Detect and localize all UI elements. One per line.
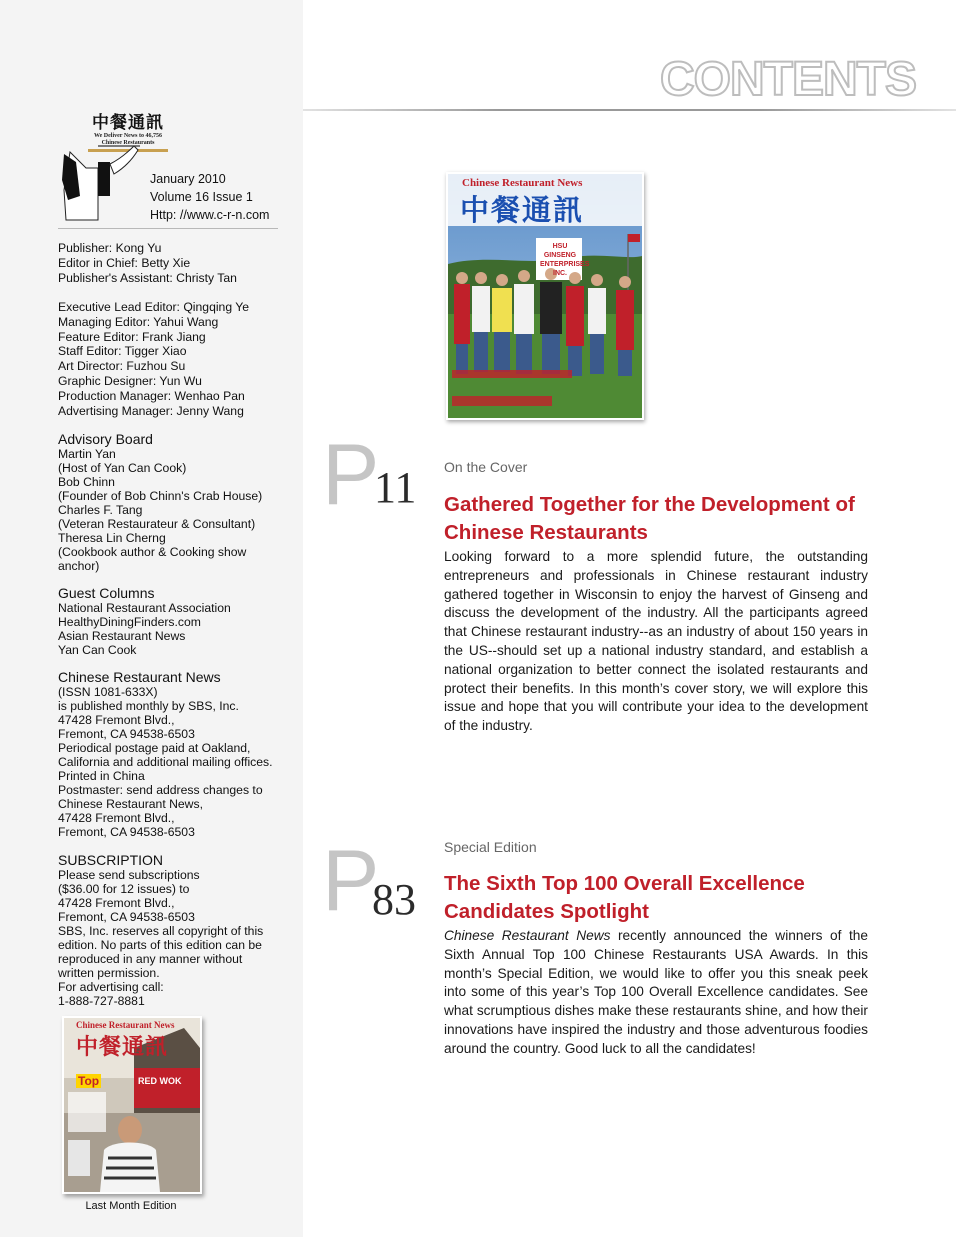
- advisory-line: (Host of Yan Can Cook): [58, 461, 187, 475]
- publication-block: [58, 670, 298, 839]
- guest-line: National Restaurant Association: [58, 601, 231, 615]
- editor-line: Feature Editor: Frank Jiang: [58, 329, 206, 344]
- editors-block: [58, 300, 298, 418]
- publication-line: California and additional mailing offices.: [58, 755, 273, 769]
- advisory-block: [58, 432, 298, 573]
- publication-line: Printed in China: [58, 769, 145, 783]
- article-body-text: recently announced the winners of the Sixth Annual Top 100 Chinese Restaurants USA Awards. In this month’s Special Edition, we would like to offer you this sneak peek into some of this year’s Top 100 Overall Excellence candidates. See what scrumptious dishes make these restaurants shine, and how their innovations have inspired the industry and those adventurous foodies around the country. Good luck to all the candidates!: [444, 928, 868, 1056]
- advisory-line: Charles F. Tang: [58, 503, 143, 517]
- subscription-line: Fremont, CA 94538-6503: [58, 910, 195, 924]
- last-month-label: Last Month Edition: [85, 1200, 177, 1212]
- last-month-sign: RED WOK: [138, 1076, 182, 1086]
- last-month-title-en: Chinese Restaurant News: [76, 1020, 175, 1030]
- advisory-heading: Advisory Board: [58, 431, 153, 447]
- subscription-line: 47428 Fremont Blvd.,: [58, 896, 175, 910]
- publication-name: Chinese Restaurant News: [444, 928, 611, 943]
- logo-tagline-1: We Deliver News to 46,756: [93, 133, 163, 139]
- staff-line: Publisher's Assistant: Christy Tan: [58, 270, 237, 285]
- advisory-line: anchor): [58, 559, 100, 573]
- page-number: 11: [374, 463, 417, 512]
- cover-image: [446, 172, 644, 420]
- last-month-title-cn: 中餐通訊: [76, 1034, 169, 1060]
- issue-date: January 2010: [150, 172, 226, 186]
- subscription-line: written permission.: [58, 966, 160, 980]
- editor-line: Art Director: Fuzhou Su: [58, 359, 186, 374]
- editor-line: Graphic Designer: Yun Wu: [58, 373, 202, 388]
- publication-line: Periodical postage paid at Oakland,: [58, 741, 251, 755]
- publication-line: 47428 Fremont Blvd.,: [58, 713, 175, 727]
- editor-line: Staff Editor: Tigger Xiao: [58, 344, 187, 359]
- advisory-line: (Founder of Bob Chinn's Crab House): [58, 489, 263, 503]
- article-body: Looking forward to a more splendid future, the outstanding entrepreneurs and professionals in Chinese restaurant industry gathered together in Wisconsin to enjoy the harvest of Ginseng and discuss the development of the industry. All the participants agreed that Chinese restaurant industry--as an industry of about 150 years in the US--should set up a national industry standard, and establish a national organization to better connect the isolated restaurants and protect their benefits. In this month’s cover story, we will explore this issue and hope that you will contribute your idea to the development of the industry.: [444, 549, 868, 734]
- logo-tagline-2: Chinese Restaurants: [101, 140, 155, 146]
- publication-line: Fremont, CA 94538-6503: [58, 825, 195, 839]
- article-body: [444, 927, 868, 1059]
- article-title[interactable]: Gathered Together for the Development of Chinese Restaurants: [444, 493, 855, 544]
- page-number: 83: [372, 875, 416, 924]
- editor-line: Advertising Manager: Jenny Wang: [58, 403, 244, 418]
- publication-line: Fremont, CA 94538-6503: [58, 727, 195, 741]
- article-kicker: Special Edition: [444, 839, 537, 855]
- subscription-line: For advertising call:: [58, 980, 164, 994]
- subscription-line: edition. No parts of this edition can be: [58, 938, 262, 952]
- header-rule: [303, 109, 956, 111]
- editor-line: Production Manager: Wenhao Pan: [58, 388, 245, 403]
- publication-line: Postmaster: send address changes to: [58, 783, 263, 797]
- publication-line: (ISSN 1081-633X): [58, 685, 158, 699]
- issue-info: [150, 170, 269, 224]
- guest-line: Yan Can Cook: [58, 643, 137, 657]
- sidebar-divider: [58, 228, 278, 229]
- editor-line: Executive Lead Editor: Qingqing Ye: [58, 300, 250, 314]
- logo-chinese: 中餐通訊: [92, 113, 164, 133]
- publication-line: Chinese Restaurant News,: [58, 797, 203, 811]
- article-title[interactable]: The Sixth Top 100 Overall Excellence Candidates Spotlight: [444, 872, 805, 923]
- publication-heading: Chinese Restaurant News: [58, 669, 221, 685]
- page-marker-p: P: [322, 427, 380, 523]
- guest-columns-block: [58, 586, 298, 657]
- guest-heading: Guest Columns: [58, 585, 155, 601]
- publication-line: is published monthly by SBS, Inc.: [58, 699, 239, 713]
- guest-line: HealthyDiningFinders.com: [58, 615, 201, 629]
- cover-title-en: Chinese Restaurant News: [462, 177, 583, 189]
- staff-line: Editor in Chief: Betty Xie: [58, 255, 191, 270]
- last-month-cover-image: [62, 1016, 202, 1194]
- last-month-badge: Top: [78, 1074, 100, 1088]
- page-marker-p: P: [322, 833, 380, 929]
- subscription-line: Please send subscriptions: [58, 868, 200, 882]
- publication-line: 47428 Fremont Blvd.,: [58, 811, 175, 825]
- subscription-line: 1-888-727-8881: [58, 994, 145, 1008]
- cover-title-cn: 中餐通訊: [460, 193, 585, 227]
- article-kicker: On the Cover: [444, 459, 528, 475]
- staff-block: [58, 241, 298, 285]
- issue-volume: Volume 16 Issue 1: [150, 190, 253, 204]
- guest-line: Asian Restaurant News: [58, 629, 186, 643]
- cover-sign: HSU GINSENG ENTERPRISES INC.: [540, 243, 590, 277]
- advisory-line: (Veteran Restaurateur & Consultant): [58, 517, 256, 531]
- advisory-line: Bob Chinn: [58, 475, 115, 489]
- staff-line: Publisher: Kong Yu: [58, 241, 162, 255]
- subscription-line: ($36.00 for 12 issues) to: [58, 882, 190, 896]
- issue-url: Http: //www.c-r-n.com: [150, 208, 270, 222]
- subscription-line: reproduced in any manner without: [58, 952, 243, 966]
- advisory-line: Theresa Lin Cherng: [58, 531, 166, 545]
- waiter-hand-illustration: [58, 140, 140, 222]
- subscription-line: SBS, Inc. reserves all copyright of this: [58, 924, 264, 938]
- advisory-line: Martin Yan: [58, 447, 116, 461]
- editor-line: Managing Editor: Yahui Wang: [58, 314, 219, 329]
- subscription-block: [58, 853, 298, 1008]
- subscription-heading: SUBSCRIPTION: [58, 852, 164, 868]
- page-title: CONTENTS: [660, 53, 916, 106]
- advisory-line: (Cookbook author & Cooking show: [58, 545, 247, 559]
